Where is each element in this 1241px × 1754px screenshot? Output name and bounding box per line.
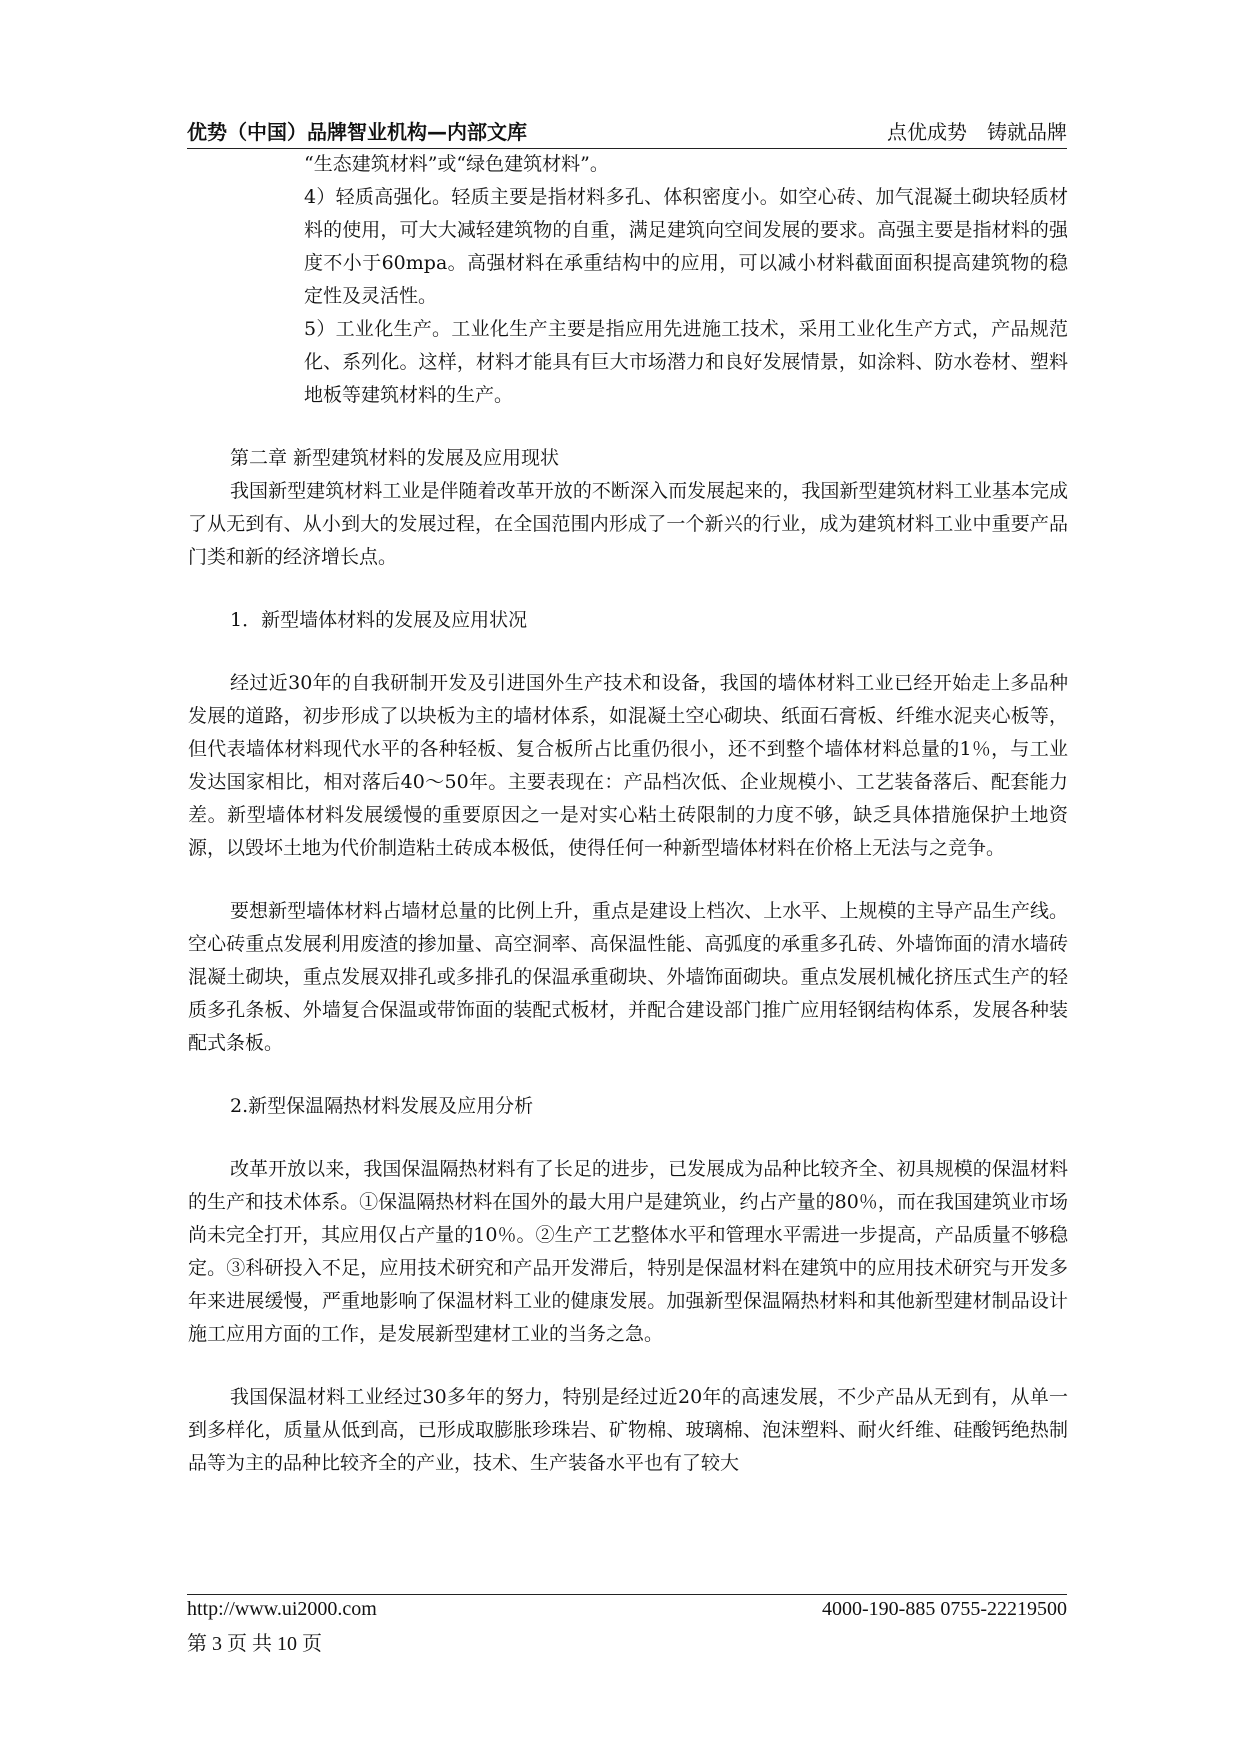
paragraph: 要想新型墙体材料占墙材总量的比例上升，重点是建设上档次、上水平、上规模的主导产品生产线。空心砖重点发展利用废渣的掺加量、高空洞率、高保温性能、高弧度的承重多孔砖、外墙饰面的清水墙砖混凝土砌块，重点发展双排孔或多排孔的保温承重砌块、外墙饰面砌块。重点发展机械化挤压式生产的轻质多孔条板、外墙复合保温或带饰面的装配式板材，并配合建设部门推广应用轻钢结构体系，发展各种装配式条板。 [188, 900, 1068, 1054]
page-number: 第 3 页 共 10 页 [187, 1633, 322, 1655]
footer-divider [187, 1594, 1067, 1595]
continuation-line: “生态建筑材料”或“绿色建筑材料”。 [304, 153, 609, 175]
section-heading: 2.新型保温隔热材料发展及应用分析 [230, 1095, 534, 1117]
header-title: 优势（中国）品牌智业机构—内部文库 [187, 120, 527, 144]
page-header [187, 112, 1067, 149]
list-item-5: 5）工业化生产。工业化生产主要是指应用先进施工技术，采用工业化生产方式，产品规范化、系列化。这样，材料才能具有巨大市场潜力和良好发展情景，如涂料、防水卷材、塑料地板等建筑材料的生产。 [304, 318, 1068, 406]
chapter-heading: 第二章 新型建筑材料的发展及应用现状 [230, 447, 560, 469]
paragraph: 我国保温材料工业经过30多年的努力，特别是经过近20年的高速发展，不少产品从无到有，从单一到多样化，质量从低到高，已形成取膨胀珍珠岩、矿物棉、玻璃棉、泡沫塑料、耐火纤维、硅酸钙绝热制品等为主的品种比较齐全的产业，技术、生产装备水平也有了较大 [188, 1386, 1068, 1474]
section-heading: 1．新型墙体材料的发展及应用状况 [230, 609, 528, 631]
paragraph: 经过近30年的自我研制开发及引进国外生产技术和设备，我国的墙体材料工业已经开始走上多品种发展的道路，初步形成了以块板为主的墙材体系，如混凝土空心砌块、纸面石膏板、纤维水泥夹心板等，但代表墙体材料现代水平的各种轻板、复合板所占比重仍很小，还不到整个墙体材料总量的1％，与工业发达国家相比，相对落后40～50年。主要表现在：产品档次低、企业规模小、工艺装备落后、配套能力差。新型墙体材料发展缓慢的重要原因之一是对实心粘土砖限制的力度不够，缺乏具体措施保护土地资源，以毁坏土地为代价制造粘土砖成本极低，使得任何一种新型墙体材料在价格上无法与之竞争。 [188, 672, 1068, 859]
header-slogan: 点优成势 铸就品牌 [887, 120, 1067, 144]
paragraph: 改革开放以来，我国保温隔热材料有了长足的进步，已发展成为品种比较齐全、初具规模的保温材料的生产和技术体系。①保温隔热材料在国外的最大用户是建筑业，约占产量的80％，而在我国建筑业市场尚未完全打开，其应用仅占产量的10％。②生产工艺整体水平和管理水平需进一步提高，产品质量不够稳定。③科研投入不足，应用技术研究和产品开发滞后，特别是保温材料在建筑中的应用技术研究与开发多年来进展缓慢，严重地影响了保温材料工业的健康发展。加强新型保温隔热材料和其他新型建材制品设计施工应用方面的工作，是发展新型建材工业的当务之急。 [188, 1158, 1068, 1345]
list-item-4: 4）轻质高强化。轻质主要是指材料多孔、体积密度小。如空心砖、加气混凝土砌块轻质材料的使用，可大大减轻建筑物的自重，满足建筑向空间发展的要求。高强主要是指材料的强度不小于60mpa。高强材料在承重结构中的应用，可以减小材料截面面积提高建筑物的稳定性及灵活性。 [304, 186, 1068, 307]
footer-url: http://www.ui2000.com [187, 1598, 377, 1620]
list-continuation [188, 148, 1068, 412]
footer-phone: 4000-190-885 0755-22219500 [822, 1598, 1067, 1620]
paragraph: 我国新型建筑材料工业是伴随着改革开放的不断深入而发展起来的，我国新型建筑材料工业基本完成了从无到有、从小到大的发展过程，在全国范围内形成了一个新兴的行业，成为建筑材料工业中重要产品门类和新的经济增长点。 [188, 480, 1068, 568]
document-body [188, 148, 1068, 1480]
